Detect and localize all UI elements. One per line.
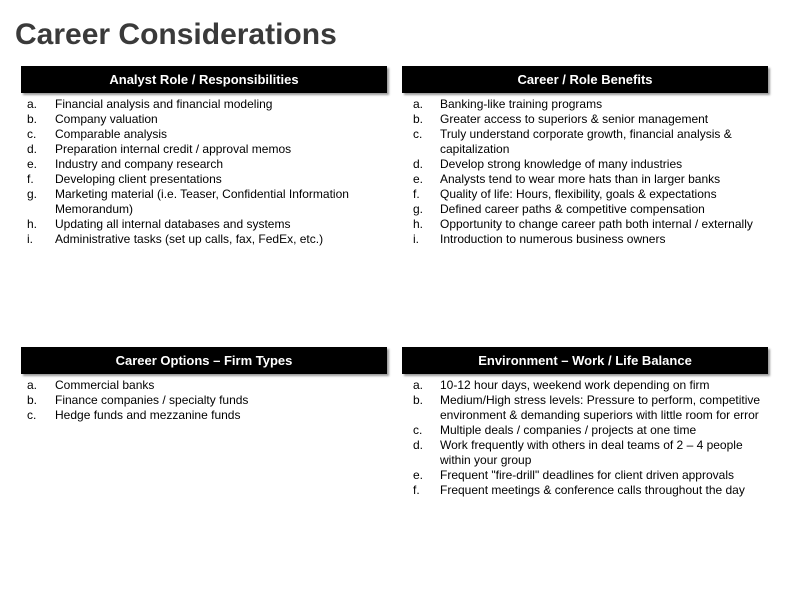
item-list — [413, 97, 768, 247]
list-item — [27, 217, 387, 232]
item-text: Developing client presentations — [55, 172, 222, 186]
list-item — [413, 112, 768, 127]
list-item — [413, 127, 768, 157]
list-item — [413, 423, 768, 438]
item-letter: c. — [27, 127, 37, 141]
item-letter: a. — [27, 97, 38, 111]
item-list — [27, 97, 387, 247]
item-letter: h. — [27, 217, 38, 231]
panel-career-benefits — [402, 66, 768, 247]
item-text: Opportunity to change career path both internal / externally — [440, 217, 753, 231]
item-letter: f. — [413, 187, 420, 201]
item-text: Frequent meetings & conference calls throughout the day — [440, 483, 745, 497]
item-letter: g. — [413, 202, 424, 216]
list-item — [27, 172, 387, 187]
list-item — [413, 393, 768, 423]
item-letter: e. — [413, 172, 424, 186]
item-letter: d. — [27, 142, 38, 156]
item-letter: b. — [27, 393, 38, 407]
item-letter: f. — [413, 483, 420, 497]
list-item — [413, 378, 768, 393]
list-item — [27, 378, 387, 393]
list-item — [27, 408, 387, 423]
list-item — [27, 157, 387, 172]
panel-heading: Environment – Work / Life Balance — [402, 347, 768, 374]
list-item — [413, 438, 768, 468]
item-letter: a. — [413, 378, 424, 392]
panel-heading: Analyst Role / Responsibilities — [21, 66, 387, 93]
item-letter: a. — [27, 378, 38, 392]
item-text: Defined career paths & competitive compensation — [440, 202, 705, 216]
item-letter: i. — [413, 232, 419, 246]
item-text: Administrative tasks (set up calls, fax, FedEx, etc.) — [55, 232, 324, 246]
item-letter: i. — [27, 232, 33, 246]
item-letter: g. — [27, 187, 38, 201]
list-item — [413, 232, 768, 247]
item-letter: a. — [413, 97, 424, 111]
list-item — [27, 142, 387, 157]
item-text: Banking-like training programs — [440, 97, 603, 111]
item-letter: f. — [27, 172, 34, 186]
list-item — [27, 112, 387, 127]
item-text: Comparable analysis — [55, 127, 168, 141]
item-text: Marketing material (i.e. Teaser, Confidential Information Memorandum) — [55, 187, 349, 216]
item-text: Preparation internal credit / approval memos — [55, 142, 292, 156]
item-text: Financial analysis and financial modeling — [55, 97, 273, 111]
panel-heading: Career / Role Benefits — [402, 66, 768, 93]
list-item — [27, 232, 387, 247]
list-item — [413, 202, 768, 217]
item-letter: h. — [413, 217, 424, 231]
item-text: Greater access to superiors & senior management — [440, 112, 709, 126]
list-item — [27, 187, 387, 217]
item-letter: c. — [27, 408, 37, 422]
item-text: Truly understand corporate growth, financial analysis & capitalization — [440, 127, 732, 156]
item-text: Finance companies / specialty funds — [55, 393, 249, 407]
item-letter: c. — [413, 127, 423, 141]
list-item — [413, 157, 768, 172]
item-text: Introduction to numerous business owners — [440, 232, 666, 246]
item-text: Quality of life: Hours, flexibility, goals & expectations — [440, 187, 717, 201]
item-text: Analysts tend to wear more hats than in larger banks — [440, 172, 721, 186]
panel-work-life-balance — [402, 347, 768, 498]
list-item — [413, 217, 768, 232]
item-text: Frequent "fire-drill" deadlines for client driven approvals — [440, 468, 734, 482]
item-letter: d. — [413, 438, 424, 452]
item-text: Updating all internal databases and systems — [55, 217, 291, 231]
item-letter: b. — [27, 112, 38, 126]
list-item — [27, 97, 387, 112]
list-item — [27, 127, 387, 142]
list-item — [27, 393, 387, 408]
list-item — [413, 187, 768, 202]
item-letter: e. — [413, 468, 424, 482]
item-list — [413, 378, 768, 498]
item-letter: b. — [413, 393, 424, 407]
item-text: Commercial banks — [55, 378, 155, 392]
item-text: Industry and company research — [55, 157, 224, 171]
item-letter: c. — [413, 423, 423, 437]
item-text: Multiple deals / companies / projects at one time — [440, 423, 697, 437]
list-item — [413, 468, 768, 483]
item-text: Company valuation — [55, 112, 158, 126]
list-item — [413, 97, 768, 112]
item-list — [27, 378, 387, 423]
panel-heading: Career Options – Firm Types — [21, 347, 387, 374]
item-letter: e. — [27, 157, 38, 171]
panel-analyst-role — [21, 66, 387, 247]
item-letter: d. — [413, 157, 424, 171]
list-item — [413, 172, 768, 187]
panel-firm-types — [21, 347, 387, 423]
list-item — [413, 483, 768, 498]
item-text: Medium/High stress levels: Pressure to perform, competitive environment & demanding superiors with little room for error — [440, 393, 761, 422]
item-letter: b. — [413, 112, 424, 126]
item-text: Hedge funds and mezzanine funds — [55, 408, 241, 422]
item-text: Work frequently with others in deal teams of 2 – 4 people within your group — [440, 438, 743, 467]
page-title: Career Considerations — [15, 18, 337, 51]
item-text: 10-12 hour days, weekend work depending on firm — [440, 378, 710, 392]
item-text: Develop strong knowledge of many industries — [440, 157, 683, 171]
